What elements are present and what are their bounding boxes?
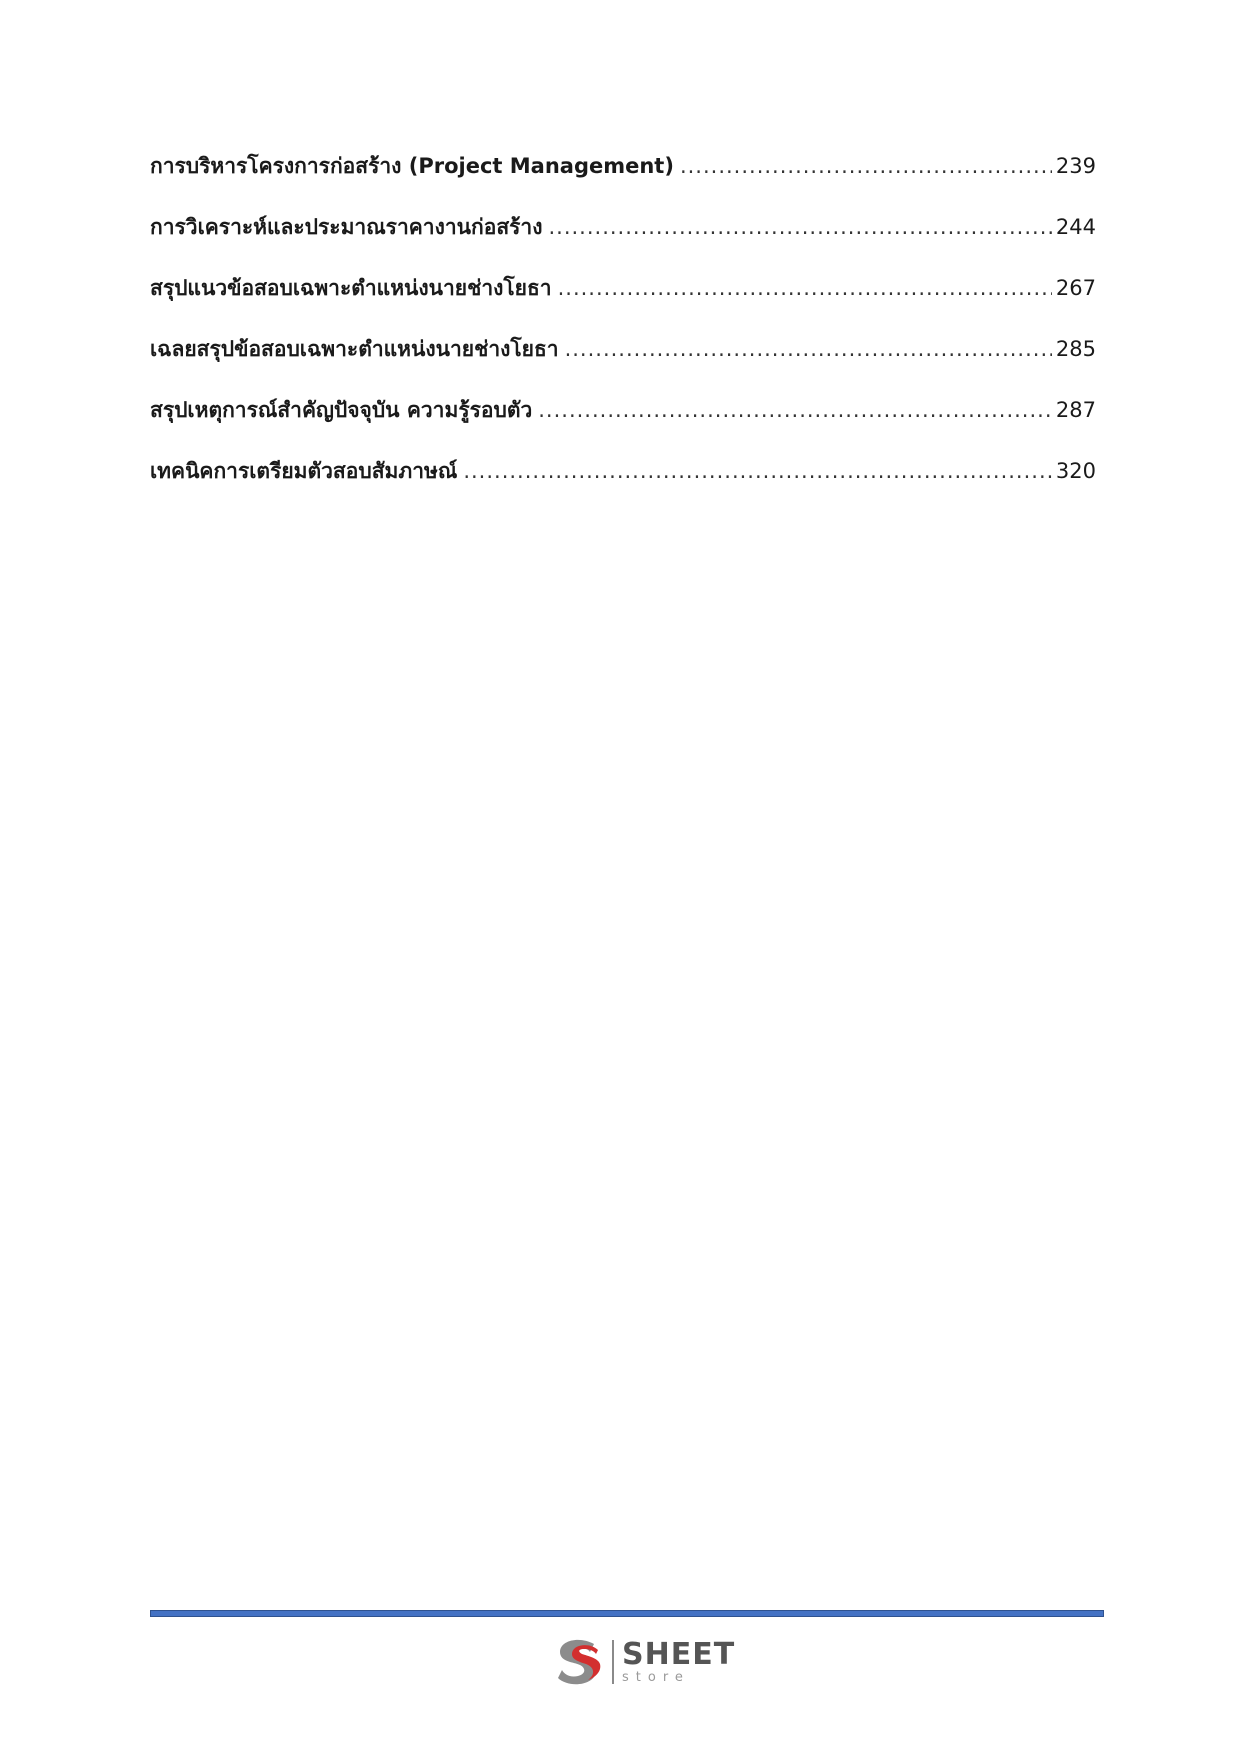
logo-wordmark-main: SHEET bbox=[622, 1637, 736, 1672]
toc-dot-leader bbox=[548, 215, 1051, 239]
toc-dot-leader bbox=[558, 276, 1052, 300]
toc-entry-title: การวิเคราะห์และประมาณราคางานก่อสร้าง bbox=[150, 215, 543, 239]
sheet-store-s-icon bbox=[550, 1634, 606, 1690]
toc-entry-page: 267 bbox=[1055, 276, 1096, 300]
toc-entry-title: เทคนิคการเตรียมตัวสอบสัมภาษณ์ bbox=[150, 459, 458, 483]
table-of-contents bbox=[150, 150, 1096, 516]
toc-entry-title: สรุปแนวข้อสอบเฉพาะตำแหน่งนายช่างโยธา bbox=[150, 276, 552, 300]
toc-entry[interactable] bbox=[150, 394, 1096, 455]
toc-entry-page: 239 bbox=[1055, 154, 1096, 178]
logo-wordmark bbox=[622, 1637, 736, 1685]
logo-wordmark-sub: store bbox=[622, 1670, 690, 1685]
toc-dot-leader bbox=[463, 459, 1052, 483]
toc-entry-page: 287 bbox=[1055, 398, 1096, 422]
toc-dot-leader bbox=[680, 154, 1052, 178]
logo-divider bbox=[612, 1640, 614, 1684]
toc-entry-page: 244 bbox=[1055, 215, 1096, 239]
toc-entry[interactable] bbox=[150, 272, 1096, 333]
toc-entry-page: 285 bbox=[1055, 337, 1096, 361]
toc-dot-leader bbox=[538, 398, 1052, 422]
toc-entry-title: สรุปเหตุการณ์สำคัญปัจจุบัน ความรู้รอบตัว bbox=[150, 398, 533, 422]
toc-entry[interactable] bbox=[150, 150, 1096, 211]
footer-divider bbox=[150, 1610, 1104, 1617]
toc-entry-title: เฉลยสรุปข้อสอบเฉพาะตำแหน่งนายช่างโยธา bbox=[150, 337, 559, 361]
sheet-store-logo bbox=[550, 1632, 735, 1692]
toc-entry-page: 320 bbox=[1055, 459, 1096, 483]
toc-entry[interactable] bbox=[150, 333, 1096, 394]
toc-entry[interactable] bbox=[150, 455, 1096, 516]
toc-entry[interactable] bbox=[150, 211, 1096, 272]
toc-dot-leader bbox=[565, 337, 1052, 361]
toc-entry-title: การบริหารโครงการก่อสร้าง (Project Management) bbox=[150, 154, 674, 178]
